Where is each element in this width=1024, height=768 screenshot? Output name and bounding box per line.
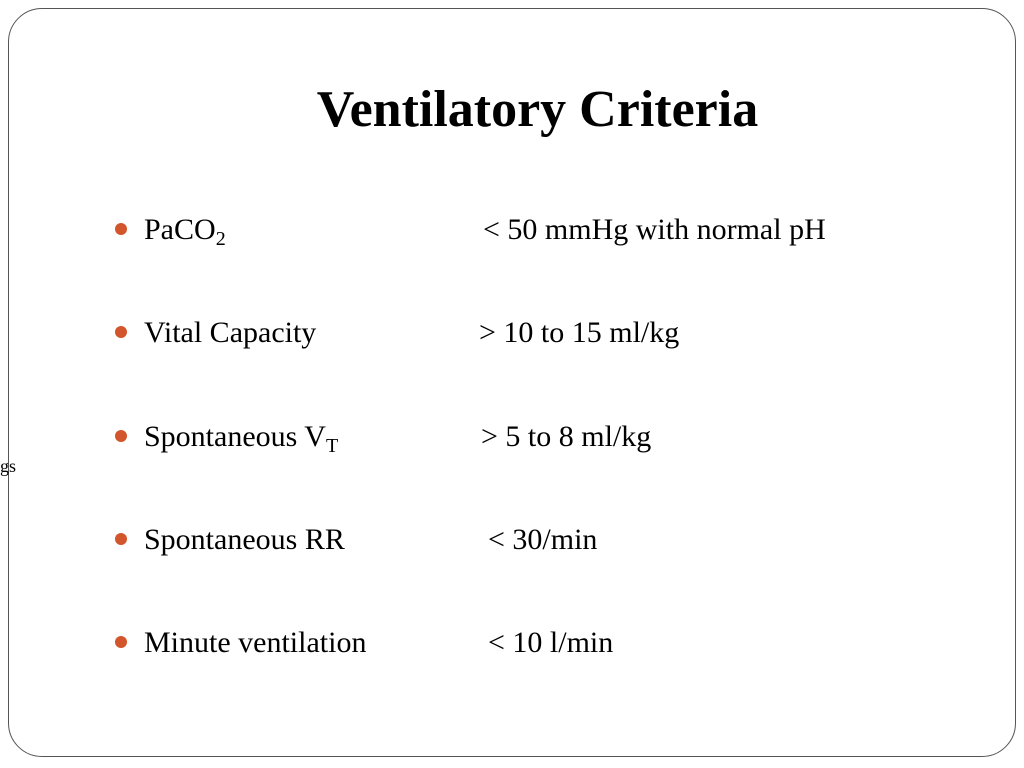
criteria-threshold: > 5 to 8 ml/kg — [481, 420, 652, 453]
bullet-icon — [115, 223, 127, 235]
criteria-threshold: < 30/min — [488, 523, 598, 556]
parameter-text: PaCO — [144, 213, 216, 246]
parameter-subscript: 2 — [215, 228, 226, 250]
criteria-threshold: > 10 to 15 ml/kg — [479, 316, 680, 349]
bullet-icon — [115, 326, 127, 338]
bullet-icon — [115, 430, 127, 442]
criteria-parameter — [144, 623, 366, 663]
criteria-threshold: < 10 l/min — [488, 626, 614, 659]
criteria-parameter — [144, 417, 338, 457]
bullet-icon — [115, 636, 127, 648]
parameter-text: Spontaneous RR — [144, 523, 345, 556]
parameter-subscript: T — [325, 435, 339, 457]
bullet-icon — [115, 533, 127, 545]
criteria-parameter — [144, 313, 316, 353]
criteria-threshold: < 50 mmHg with normal pH — [483, 213, 826, 246]
criteria-parameter — [144, 520, 345, 560]
stray-text-fragment: gs — [0, 456, 17, 476]
criteria-parameter — [144, 210, 226, 250]
parameter-text: Minute ventilation — [144, 626, 367, 659]
parameter-text: Spontaneous V — [144, 420, 326, 453]
parameter-text: Vital Capacity — [144, 316, 317, 349]
slide-title: Ventilatory Criteria — [316, 81, 759, 138]
